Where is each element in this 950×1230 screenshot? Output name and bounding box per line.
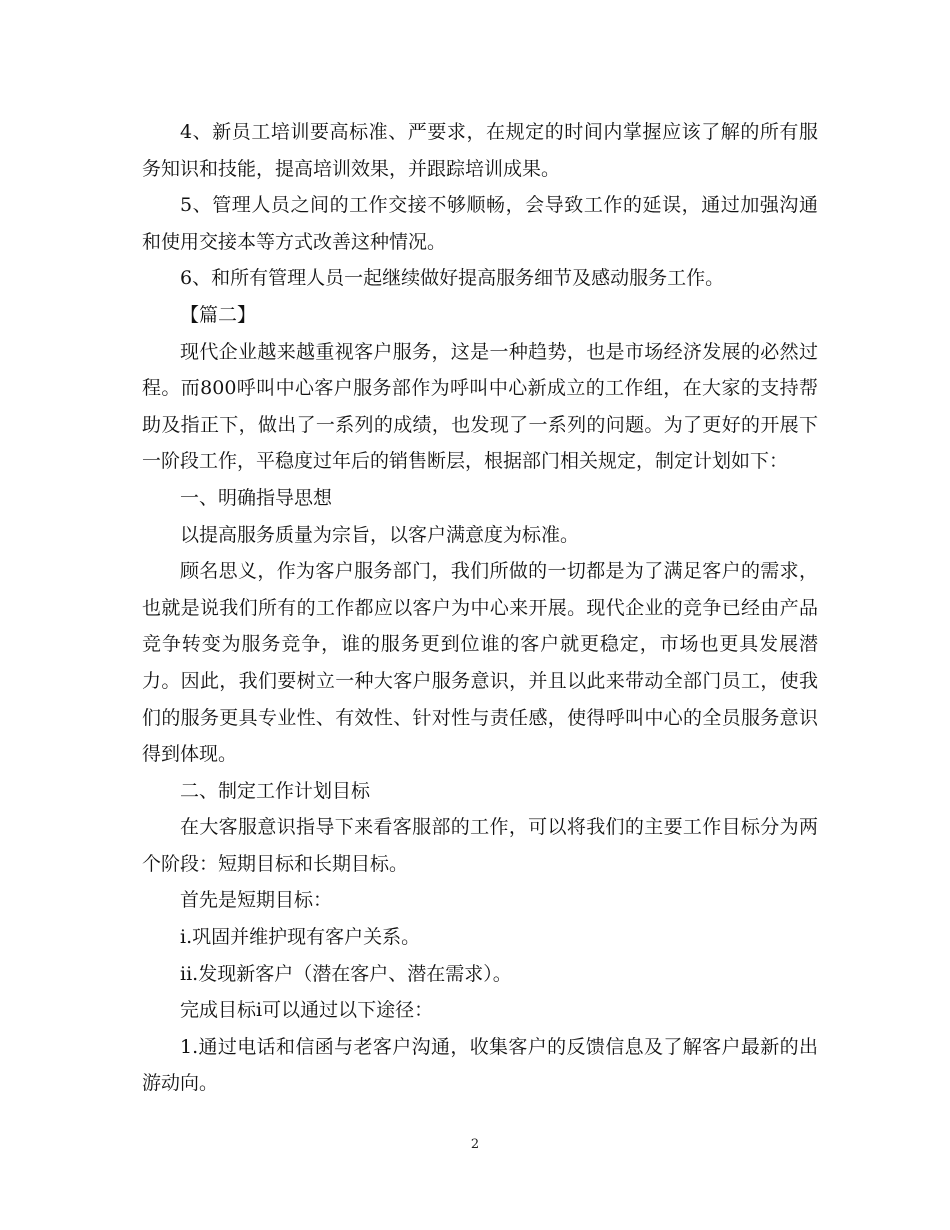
list-item-4: 4、新员工培训要高标准、严要求，在规定的时间内掌握应该了解的所有服务知识和技能，提高培训效果，并跟踪培训成果。	[142, 121, 818, 180]
short-term-label: 首先是短期目标：	[180, 889, 333, 912]
way-1: 1.通过电话和信函与老客户沟通，收集客户的反馈信息及了解客户最新的出游动向。	[142, 1035, 818, 1095]
heading-work-goals: 二、制定工作计划目标	[180, 779, 371, 802]
goal-i-ways-label: 完成目标i可以通过以下途径：	[180, 999, 434, 1022]
document-body	[142, 114, 818, 1102]
heading-guiding-principle: 一、明确指导思想	[180, 486, 333, 509]
principle-paragraph: 以提高服务质量为宗旨，以客户满意度为标准。	[180, 523, 580, 546]
goals-intro-paragraph: 在大客服意识指导下来看客服部的工作，可以将我们的主要工作目标分为两个阶段：短期目标和长期目标。	[142, 816, 818, 875]
list-item-6: 6、和所有管理人员一起继续做好提高服务细节及感动服务工作。	[180, 267, 725, 290]
goal-i: i.巩固并维护现有客户关系。	[180, 926, 421, 949]
intro-paragraph: 现代企业越来越重视客户服务，这是一种趋势，也是市场经济发展的必然过程。而800呼叫中心客户服务部作为呼叫中心新成立的工作组，在大家的支持帮助及指正下，做出了一系列的成绩，也发现了一系列的问题。为了更好的开展下一阶段工作，平稳度过年后的销售断层，根据部门相关规定，制定计划如下：	[142, 340, 818, 473]
page-number: 2	[470, 1137, 480, 1152]
section-heading: 【篇二】	[180, 303, 257, 326]
explanation-paragraph: 顾名思义，作为客户服务部门，我们所做的一切都是为了满足客户的需求，也就是说我们所有的工作都应以客户为中心来开展。现代企业的竞争已经由产品竞争转变为服务竞争，谁的服务更到位谁的客户就更稳定，市场也更具发展潜力。因此，我们要树立一种大客户服务意识，并且以此来带动全部门员工，使我们的服务更具专业性、有效性、针对性与责任感，使得呼叫中心的全员服务意识得到体现。	[142, 560, 818, 766]
list-item-5: 5、管理人员之间的工作交接不够顺畅，会导致工作的延误，通过加强沟通和使用交接本等方式改善这种情况。	[142, 194, 818, 253]
goal-ii: ii.发现新客户（潜在客户、潜在需求）。	[180, 962, 512, 985]
